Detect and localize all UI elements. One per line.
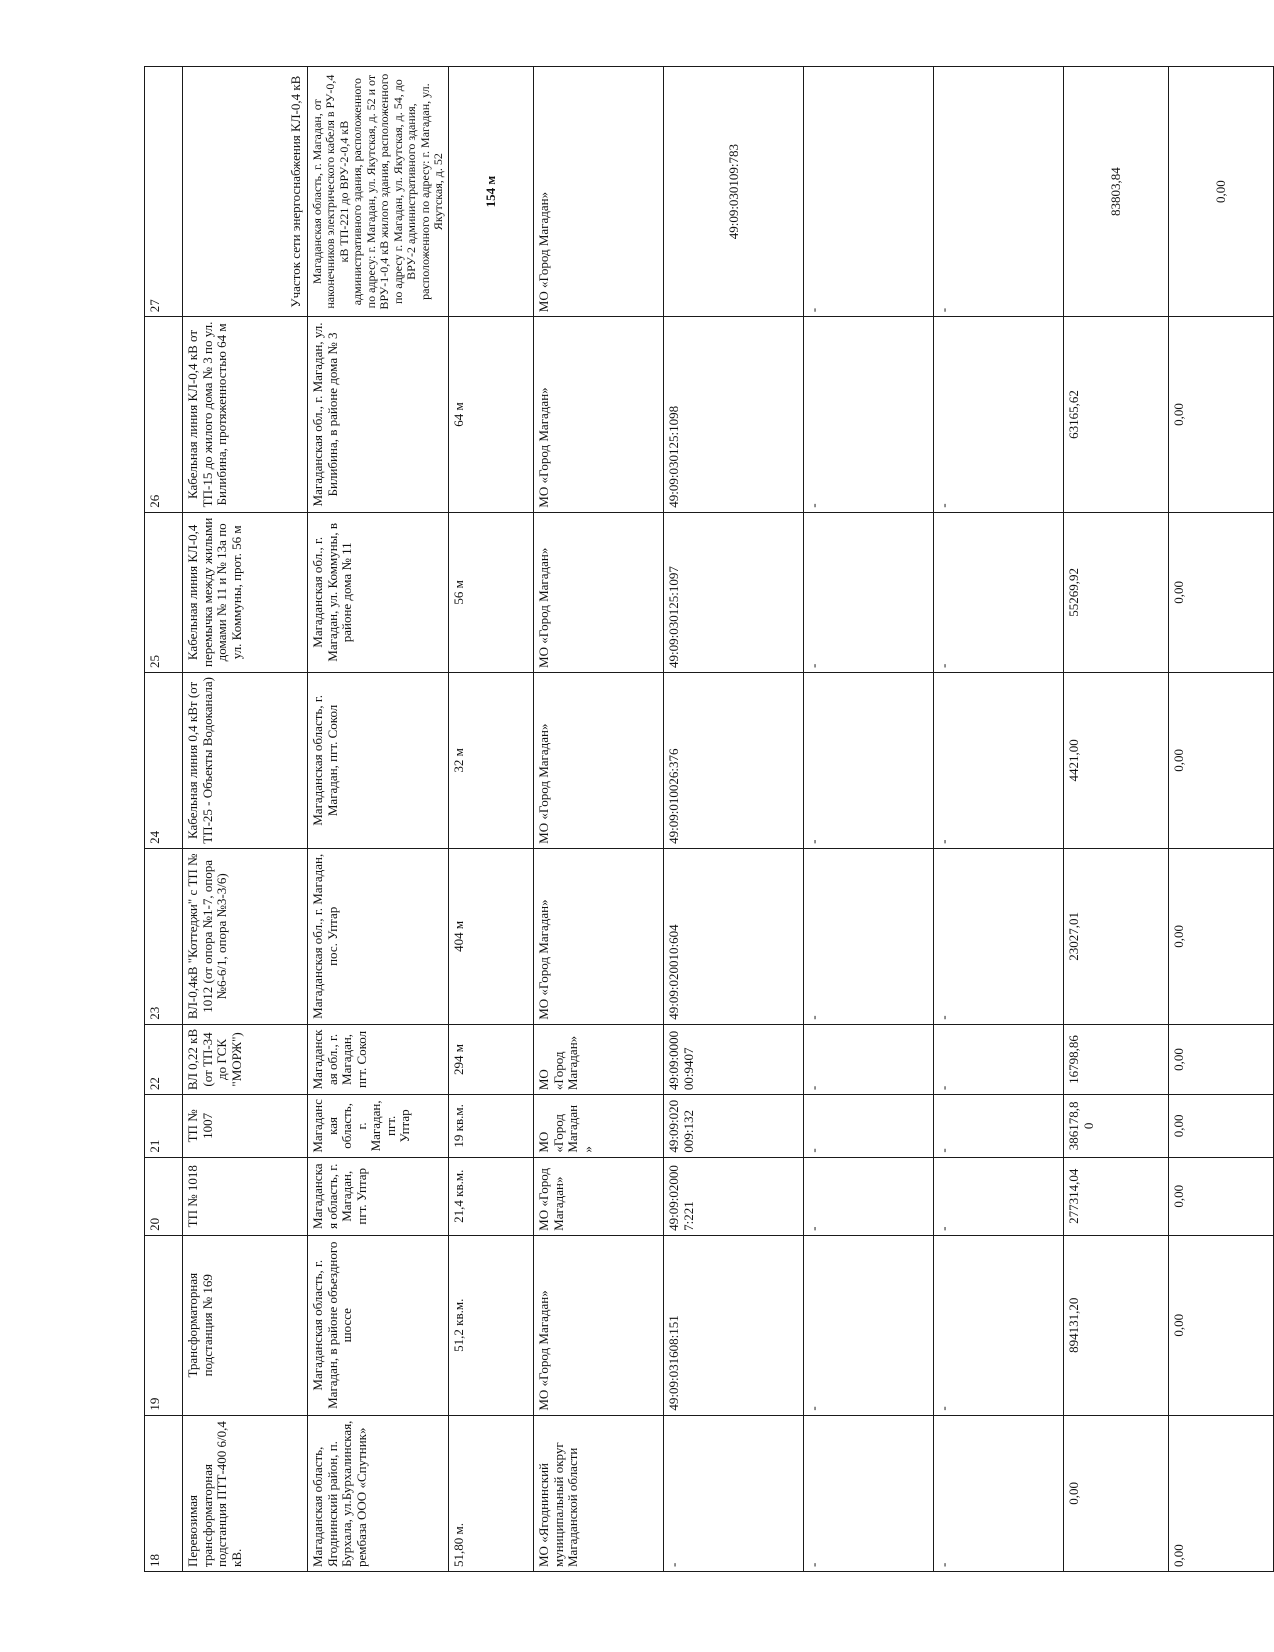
cell-col9: 23027,01 — [1064, 848, 1169, 1024]
cell-col7: - — [804, 512, 934, 672]
cell-cadastral: 49:09:020007:221 — [664, 1157, 804, 1235]
cell-col10: 0,00 — [1169, 1157, 1274, 1235]
cell-address: Магаданская область, г. Магадан, пгт. Сокол — [308, 672, 449, 848]
cell-cadastral: 49:09:030125:1097 — [664, 512, 804, 672]
cell-address: Магаданская область, г. Магадан, пгт. Уптар — [308, 1157, 449, 1235]
cell-owner: МО «Ягоднинский муниципальный округ Магаданской области — [534, 1415, 664, 1571]
cell-address: Магаданская область, Ягоднинский район, п. Бурхала, ул.Бурхалинская, рембаза ООО «Спутник» — [308, 1415, 449, 1571]
cell-num: 22 — [145, 1024, 183, 1094]
cell-col10: 0,00 — [1169, 1024, 1274, 1094]
cell-name: Перевозимая трансформаторная подстанция ПТТ-400 6/0,4 кВ. — [183, 1415, 308, 1571]
cell-col8: - — [934, 1024, 1064, 1094]
cell-address: Магаданская область, г. Магадан, от наконечников электрического кабеля в РУ-0,4 кВ ТП-221 до ВРУ-2-0,4 кВ административного здания, расположенного по адресу: г. Магадан, ул. Якутская, д. 52 и от ВРУ-1-0,4 кВ жилого здания, расположенного по адресу г. Магадан, ул. Якутская, д. 54, до ВРУ-2 административного здания, расположенного по адресу: г. Магадан, ул. Якутская, д. 52 — [308, 67, 449, 317]
cell-col9: 4421,00 — [1064, 672, 1169, 848]
cell-col10: 0,00 — [1169, 672, 1274, 848]
cell-size: 21,4 кв.м. — [449, 1157, 534, 1235]
table-row-col10 — [1169, 67, 1274, 1572]
cell-size: 64 м — [449, 317, 534, 512]
cell-owner: МО «Город Магадан» — [534, 672, 664, 848]
cell-owner: МО «Город Магадан» — [534, 1095, 664, 1158]
cell-col9: 0,00 — [1064, 1415, 1169, 1571]
cell-cadastral: 49:09:031608:151 — [664, 1235, 804, 1415]
cell-size: 404 м — [449, 848, 534, 1024]
cell-col8: - — [934, 1095, 1064, 1158]
cell-owner: МО «Город Магадан» — [534, 1024, 664, 1094]
cell-num: 21 — [145, 1095, 183, 1158]
cell-num: 24 — [145, 672, 183, 848]
cell-cadastral: 49:09:010026:376 — [664, 672, 804, 848]
cell-owner: МО «Город Магадан» — [534, 317, 664, 512]
cell-name: ТП № 1018 — [183, 1157, 308, 1235]
table-row-address — [308, 67, 449, 1572]
cell-col8: - — [934, 317, 1064, 512]
cell-col10: 0,00 — [1169, 317, 1274, 512]
cell-col7: - — [804, 317, 934, 512]
cell-col7: - — [804, 848, 934, 1024]
cell-col8: - — [934, 672, 1064, 848]
cell-num: 18 — [145, 1415, 183, 1571]
cell-col10: 0,00 — [1169, 1415, 1274, 1571]
cell-col7: - — [804, 672, 934, 848]
cell-address: Магаданская обл., г. Магадан, ул. Билибина, в районе дома № 3 — [308, 317, 449, 512]
cell-col8: - — [934, 1157, 1064, 1235]
cell-col9: 277314,04 — [1064, 1157, 1169, 1235]
cell-size: 32 м — [449, 672, 534, 848]
cell-col7: - — [804, 1415, 934, 1571]
cell-name: Трансформаторная подстанция № 169 — [183, 1235, 308, 1415]
cell-col7: - — [804, 1095, 934, 1158]
cell-size: 154 м — [449, 67, 534, 317]
cell-col10: 0,00 — [1169, 67, 1274, 317]
cell-cadastral: 49:09:020010:604 — [664, 848, 804, 1024]
cell-col9: 386178,80 — [1064, 1095, 1169, 1158]
cell-size: 19 кв.м. — [449, 1095, 534, 1158]
rotated-table-container — [144, 66, 1229, 1572]
cell-col8: - — [934, 1235, 1064, 1415]
cell-col8: - — [934, 67, 1064, 317]
cell-num: 26 — [145, 317, 183, 512]
cell-size: 294 м — [449, 1024, 534, 1094]
cell-col9: 63165,62 — [1064, 317, 1169, 512]
cell-col7: - — [804, 1157, 934, 1235]
table-row-cadastral — [664, 67, 804, 1572]
cell-size: 51,80 м. — [449, 1415, 534, 1571]
cell-col9: 55269,92 — [1064, 512, 1169, 672]
cell-col10: 0,00 — [1169, 1235, 1274, 1415]
cell-col10: 0,00 — [1169, 1095, 1274, 1158]
cell-address: Магаданская обл., г. Магадан, пгт. Сокол — [308, 1024, 449, 1094]
cell-address: Магаданская область, г. Магадан, в районе объездного шоссе — [308, 1235, 449, 1415]
table-row-owner — [534, 67, 664, 1572]
cell-name: Кабельная линия 0,4 кВт (от ТП-25 - Объекты Водоканала) — [183, 672, 308, 848]
cell-name: ВЛ 0,22 кВ (от ТП-34 до ГСК "МОРЖ") — [183, 1024, 308, 1094]
cell-col10: 0,00 — [1169, 512, 1274, 672]
cell-address: Магаданская область, г. Магадан, пгт. Уптар — [308, 1095, 449, 1158]
cell-col8: - — [934, 848, 1064, 1024]
cell-col8: - — [934, 512, 1064, 672]
cell-col8: - — [934, 1415, 1064, 1571]
table-row-size — [449, 67, 534, 1572]
cell-num: 27 — [145, 67, 183, 317]
cell-col10: 0,00 — [1169, 848, 1274, 1024]
cell-num: 25 — [145, 512, 183, 672]
cell-num: 23 — [145, 848, 183, 1024]
cell-cadastral: - — [664, 1415, 804, 1571]
cell-col9: 83803,84 — [1064, 67, 1169, 317]
table-row-col8 — [934, 67, 1064, 1572]
cell-owner: МО «Город Магадан» — [534, 1157, 664, 1235]
cell-col9: 16798,86 — [1064, 1024, 1169, 1094]
cell-size: 56 м — [449, 512, 534, 672]
property-table — [144, 66, 1274, 1572]
cell-col9: 894131,20 — [1064, 1235, 1169, 1415]
cell-name: Кабельная линия КЛ-0,4 кВ от ТП-15 до жилого дома № 3 по ул. Билибина, протяженностью 64 м — [183, 317, 308, 512]
cell-cadastral: 49:09:020009:132 — [664, 1095, 804, 1158]
cell-col7: - — [804, 1235, 934, 1415]
cell-col7: - — [804, 67, 934, 317]
cell-cadastral: 49:09:030125:1098 — [664, 317, 804, 512]
cell-owner: МО «Город Магадан» — [534, 848, 664, 1024]
table-row-name — [183, 67, 308, 1572]
cell-col7: - — [804, 1024, 934, 1094]
cell-address: Магаданская обл., г. Магадан, пос. Уптар — [308, 848, 449, 1024]
cell-cadastral: 49:09:000000:9407 — [664, 1024, 804, 1094]
cell-owner: МО «Город Магадан» — [534, 67, 664, 317]
table-row-num — [145, 67, 183, 1572]
cell-num: 20 — [145, 1157, 183, 1235]
table-row-col9 — [1064, 67, 1169, 1572]
cell-size: 51,2 кв.м. — [449, 1235, 534, 1415]
cell-name: ТП № 1007 — [183, 1095, 308, 1158]
cell-owner: МО «Город Магадан» — [534, 512, 664, 672]
cell-name: Участок сети энергоснабжения КЛ-0,4 кВ — [183, 67, 308, 317]
cell-num: 19 — [145, 1235, 183, 1415]
cell-cadastral: 49:09:030109:783 — [664, 67, 804, 317]
cell-name: Кабельная линия КЛ-0,4 перемычка между жилыми домами № 11 и № 13а по ул. Коммуны, прот. 56 м — [183, 512, 308, 672]
cell-address: Магаданская обл., г. Магадан, ул. Коммуны, в районе дома № 11 — [308, 512, 449, 672]
table-row-col7 — [804, 67, 934, 1572]
cell-name: ВЛ-0,4кВ "Коттеджи" с ТП № 1012 (от опора №1-7, опора №6-6/1, опора №3-3/6) — [183, 848, 308, 1024]
cell-owner: МО «Город Магадан» — [534, 1235, 664, 1415]
